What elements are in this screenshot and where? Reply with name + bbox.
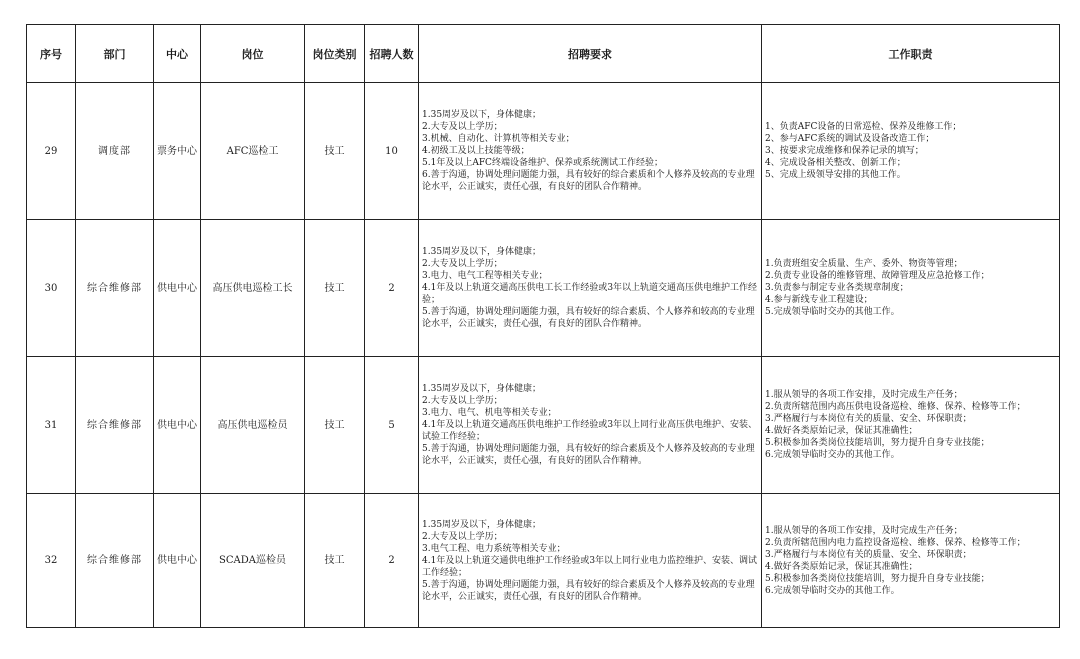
cell-requirements [419,494,762,628]
cell-category: 技工 [305,83,365,220]
duty-line: 5、完成上级领导安排的其他工作。 [765,170,906,180]
table-row [27,220,1060,357]
duty-line: 6.完成领导临时交办的其他工作。 [765,585,900,596]
cell-post: AFC巡检工 [201,83,305,220]
duty-line: 3、按要求完成维修和保养记录的填写； [765,146,924,156]
cell-center: 供电中心 [154,220,201,357]
requirement-line: 4.1年及以上轨道交通高压供电工长工作经验或3年以上轨道交通高压供电维护工作经验； [422,283,758,305]
cell-post: 高压供电巡检员 [201,357,305,494]
header-no: 序号 [27,25,76,83]
cell-post: 高压供电巡检工长 [201,220,305,357]
requirement-line: 3.电力、电气工程等相关专业； [422,271,548,281]
duty-line: 4.做好各类原始记录，保证其准确性； [765,561,918,572]
cell-requirements [419,83,762,220]
table-row [27,83,1060,220]
requirement-line: 5.善于沟通，协调处理问题能力强，具有较好的综合素质、个人修养和较高的专业理论水平，公正诚实，责任心强，有良好的团队合作精神。 [422,307,755,329]
duty-line: 5.积极参加各类岗位技能培训，努力提升自身专业技能； [765,438,990,448]
cell-center: 供电中心 [154,494,201,628]
duty-line: 1.服从领导的各项工作安排，及时完成生产任务； [765,525,963,536]
requirement-line: 2.大专及以上学历； [422,122,503,132]
cell-dept: 综合维修部 [76,220,154,357]
cell-count: 5 [365,357,419,494]
cell-no: 32 [27,494,76,628]
duty-line: 5.完成领导临时交办的其他工作。 [765,307,900,317]
requirement-line: 5.善于沟通，协调处理问题能力强，具有较好的综合素质及个人修养及较高的专业理论水平，公正诚实，责任心强，有良好的团队合作精神。 [422,579,755,602]
duty-line: 5.积极参加各类岗位技能培训，努力提升自身专业技能； [765,573,990,584]
cell-category: 技工 [305,494,365,628]
cell-requirements [419,357,762,494]
cell-count: 10 [365,83,419,220]
duty-line: 1.负责班组安全质量、生产、委外、物资等管理； [765,259,963,269]
duty-line: 4.参与新线专业工程建设； [765,295,873,305]
duty-line: 2、参与AFC系统的调试及设备改造工作； [765,134,935,144]
requirement-line: 4.1年及以上轨道交通供电维护工作经验或3年以上同行业电力监控维护、安装、调试工作经验； [422,555,758,578]
requirement-line: 1.35周岁及以下，身体健康； [422,519,542,530]
duty-line: 1、负责AFC设备的日常巡检、保养及维修工作； [765,122,962,132]
cell-center: 票务中心 [154,83,201,220]
requirement-line: 3.机械、自动化、计算机等相关专业； [422,134,575,144]
cell-duties [762,83,1060,220]
duty-line: 2.负责所辖范围内高压供电设备巡检、维修、保养、检修等工作； [765,402,1026,412]
duty-line: 2.负责所辖范围内电力监控设备巡检、维修、保养、检修等工作； [765,537,1026,548]
duty-line: 4、完成设备相关整改、创新工作； [765,158,906,168]
recruitment-table [26,24,1060,628]
table-row [27,357,1060,494]
requirement-line: 5.善于沟通，协调处理问题能力强，具有较好的综合素质及个人修养及较高的专业理论水平，公正诚实，责任心强，有良好的团队合作精神。 [422,444,755,466]
requirement-line: 3.电力、电气、机电等相关专业； [422,408,557,418]
duty-line: 2.负责专业设备的维修管理、故障管理及应急抢修工作； [765,271,990,281]
header-count: 招聘人数 [365,25,419,83]
duty-line: 6.完成领导临时交办的其他工作。 [765,450,900,460]
cell-category: 技工 [305,357,365,494]
duty-line: 3.负责参与制定专业各类规章制度； [765,283,909,293]
requirement-line: 1.35周岁及以下，身体健康； [422,384,542,394]
requirement-line: 2.大专及以上学历； [422,531,503,542]
requirement-line: 3.电气工程、电力系统等相关专业； [422,543,566,554]
requirement-line: 2.大专及以上学历； [422,259,503,269]
requirement-line: 4.1年及以上轨道交通高压供电维护工作经验或3年以上同行业高压供电维护、安装、试验工作经验； [422,420,758,442]
cell-post: SCADA巡检员 [201,494,305,628]
cell-category: 技工 [305,220,365,357]
cell-duties [762,357,1060,494]
cell-no: 31 [27,357,76,494]
requirement-line: 1.35周岁及以下，身体健康； [422,110,542,120]
cell-center: 供电中心 [154,357,201,494]
cell-count: 2 [365,220,419,357]
duty-line: 1.服从领导的各项工作安排，及时完成生产任务； [765,390,963,400]
cell-dept: 综合维修部 [76,494,154,628]
requirement-line: 5.1年及以上AFC终端设备维护、保养或系统测试工作经验； [422,158,663,168]
header-center: 中心 [154,25,201,83]
duty-line: 4.做好各类原始记录，保证其准确性； [765,426,918,436]
cell-duties [762,220,1060,357]
header-row [27,25,1060,83]
header-category: 岗位类别 [305,25,365,83]
cell-duties [762,494,1060,628]
cell-count: 2 [365,494,419,628]
header-post: 岗位 [201,25,305,83]
requirement-line: 1.35周岁及以下，身体健康； [422,247,542,257]
cell-no: 30 [27,220,76,357]
requirement-line: 4.初级工及以上技能等级； [422,146,530,156]
header-requirements: 招聘要求 [419,25,762,83]
duty-line: 3.严格履行与本岗位有关的质量、安全、环保职责； [765,549,972,560]
cell-requirements [419,220,762,357]
header-duties: 工作职责 [762,25,1060,83]
requirement-line: 6.善于沟通，协调处理问题能力强，具有较好的综合素质和个人修养及较高的专业理论水平，公正诚实，责任心强，有良好的团队合作精神。 [422,170,755,192]
table-row [27,494,1060,628]
cell-no: 29 [27,83,76,220]
requirement-line: 2.大专及以上学历； [422,396,503,406]
duty-line: 3.严格履行与本岗位有关的质量、安全、环保职责； [765,414,972,424]
cell-dept: 调度部 [76,83,154,220]
cell-dept: 综合维修部 [76,357,154,494]
header-dept: 部门 [76,25,154,83]
